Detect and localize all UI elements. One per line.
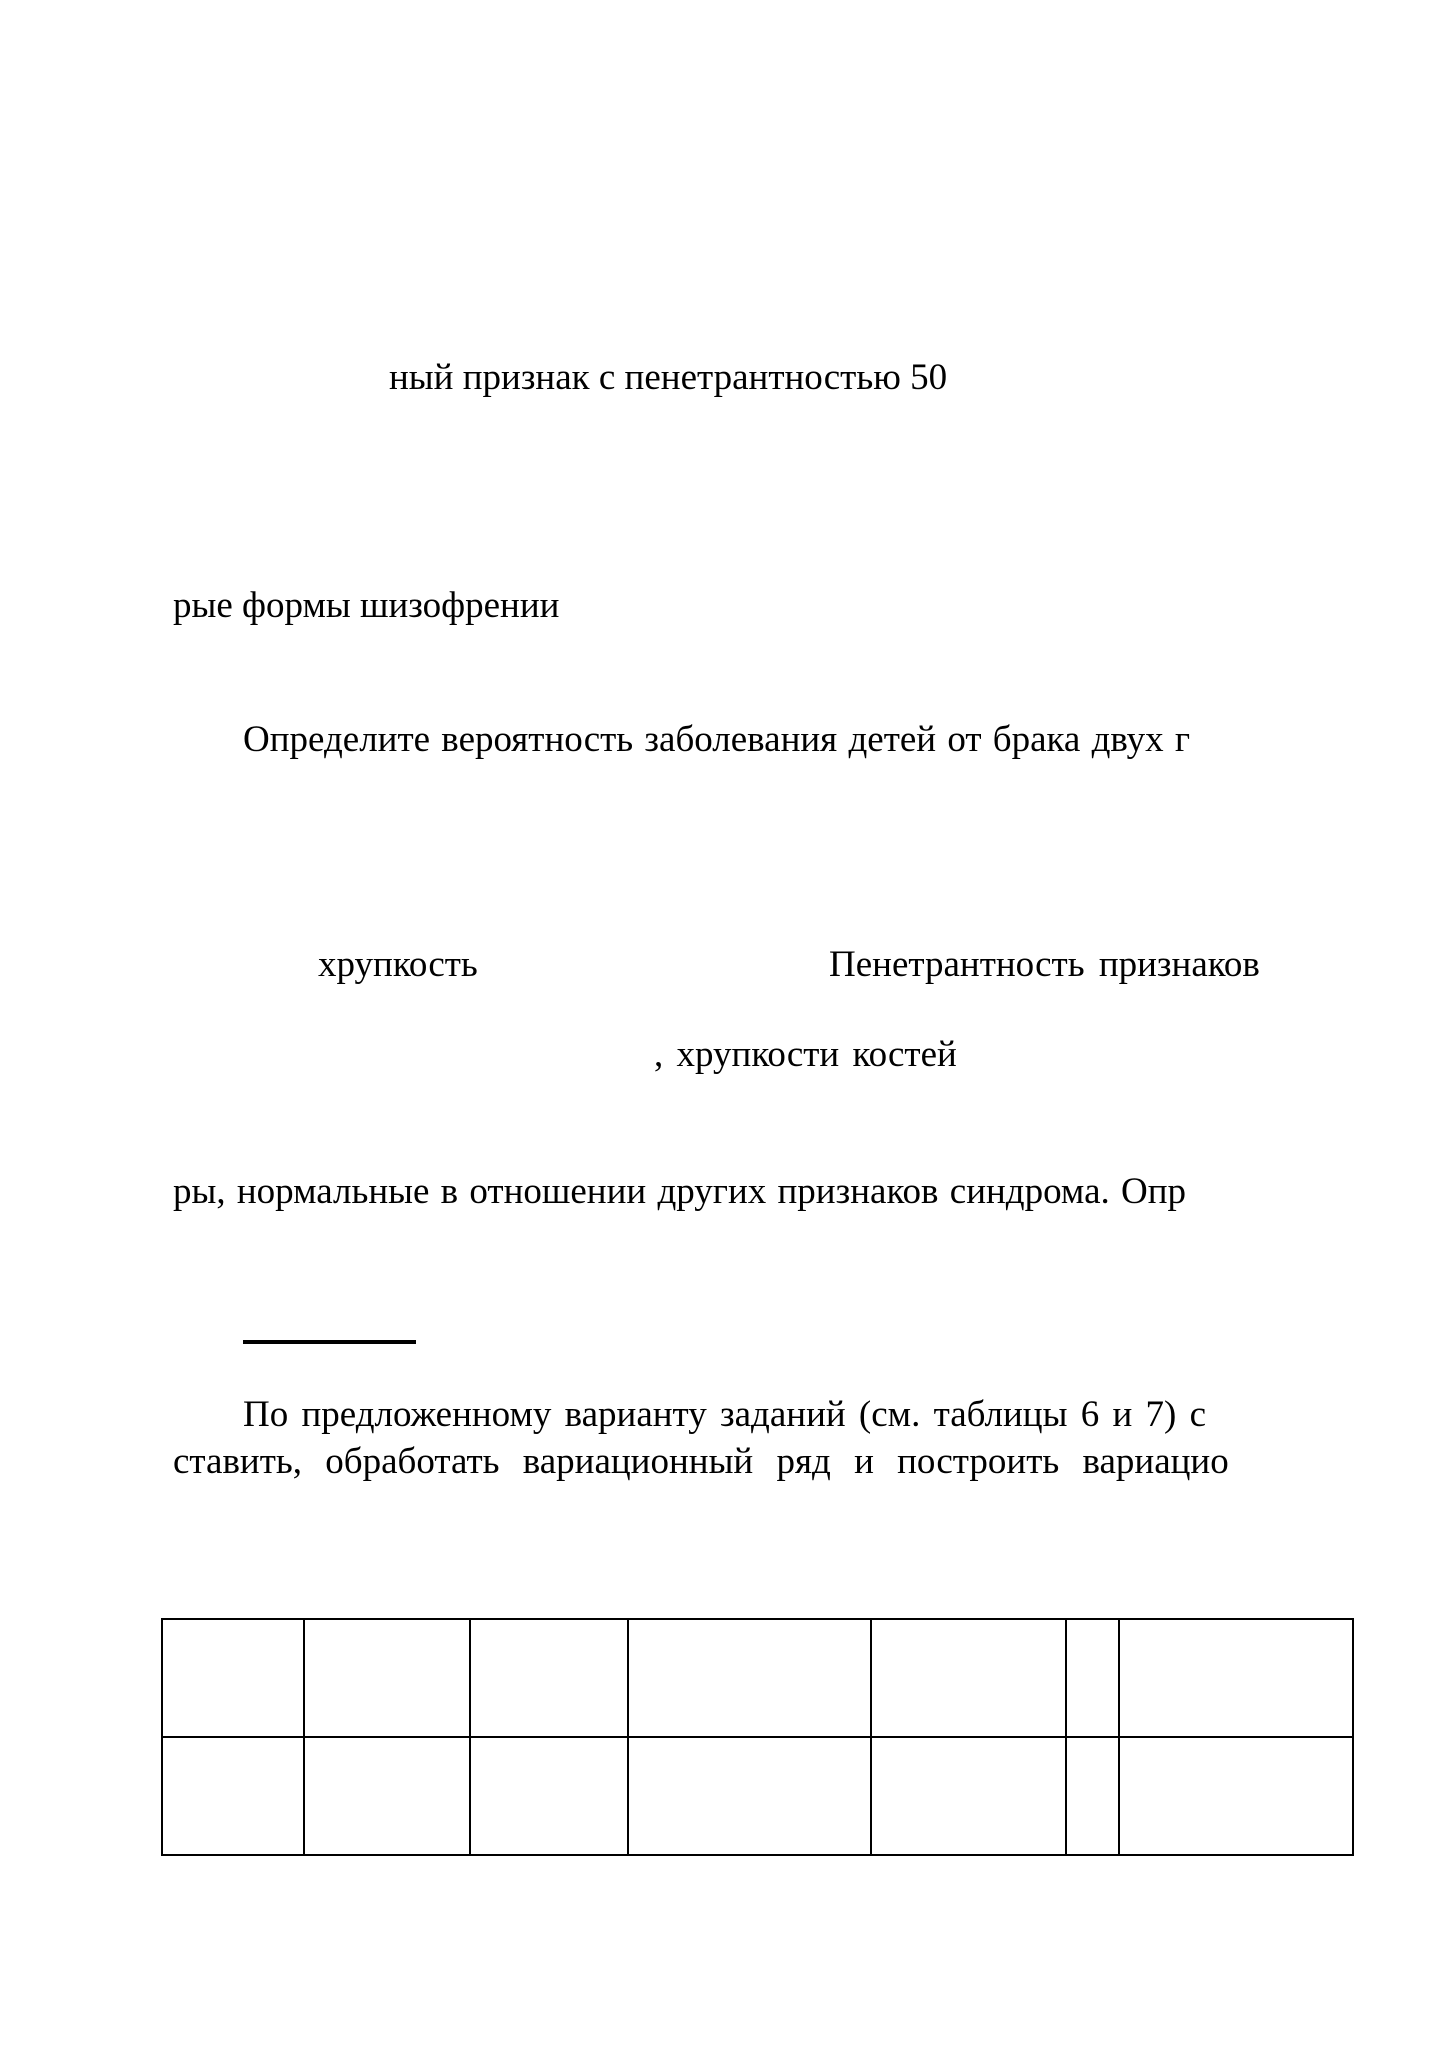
table-cell — [162, 1619, 304, 1737]
text-line-task-variant: По предложенному варианту заданий (см. таблицы 6 и 7) с — [243, 1394, 1207, 1435]
section-divider — [243, 1340, 416, 1344]
table-cell — [1066, 1737, 1119, 1855]
table-cell — [1119, 1619, 1353, 1737]
text-line-schizophrenia-forms: рые формы шизофрении — [173, 585, 560, 626]
table-row — [162, 1619, 1353, 1737]
table-cell — [871, 1737, 1066, 1855]
text-line-penetrance-50: ный признак с пенетрантностью 50 — [389, 357, 948, 398]
table-cell — [628, 1619, 871, 1737]
text-fragility: хрупкость — [318, 944, 478, 985]
table-cell — [162, 1737, 304, 1855]
table-cell — [304, 1619, 470, 1737]
table-row — [162, 1737, 1353, 1855]
table-cell — [470, 1619, 628, 1737]
table-cell — [1066, 1619, 1119, 1737]
table-cell — [871, 1619, 1066, 1737]
text-line-variation-series: ставить, обработать вариационный ряд и построить вариацио — [173, 1441, 1229, 1482]
table-cell — [628, 1737, 871, 1855]
table-cell — [1119, 1737, 1353, 1855]
table-cell — [304, 1737, 470, 1855]
data-table — [161, 1618, 1354, 1856]
text-line-determine-probability: Определите вероятность заболевания детей от брака двух г — [243, 719, 1191, 760]
text-line-normal-traits: ры, нормальные в отношении других признаков синдрома. Опр — [173, 1171, 1187, 1212]
table-cell — [470, 1737, 628, 1855]
text-trait-penetrance: Пенетрантность признаков — [829, 944, 1260, 985]
text-bone-fragility: , хрупкости костей — [654, 1034, 957, 1075]
